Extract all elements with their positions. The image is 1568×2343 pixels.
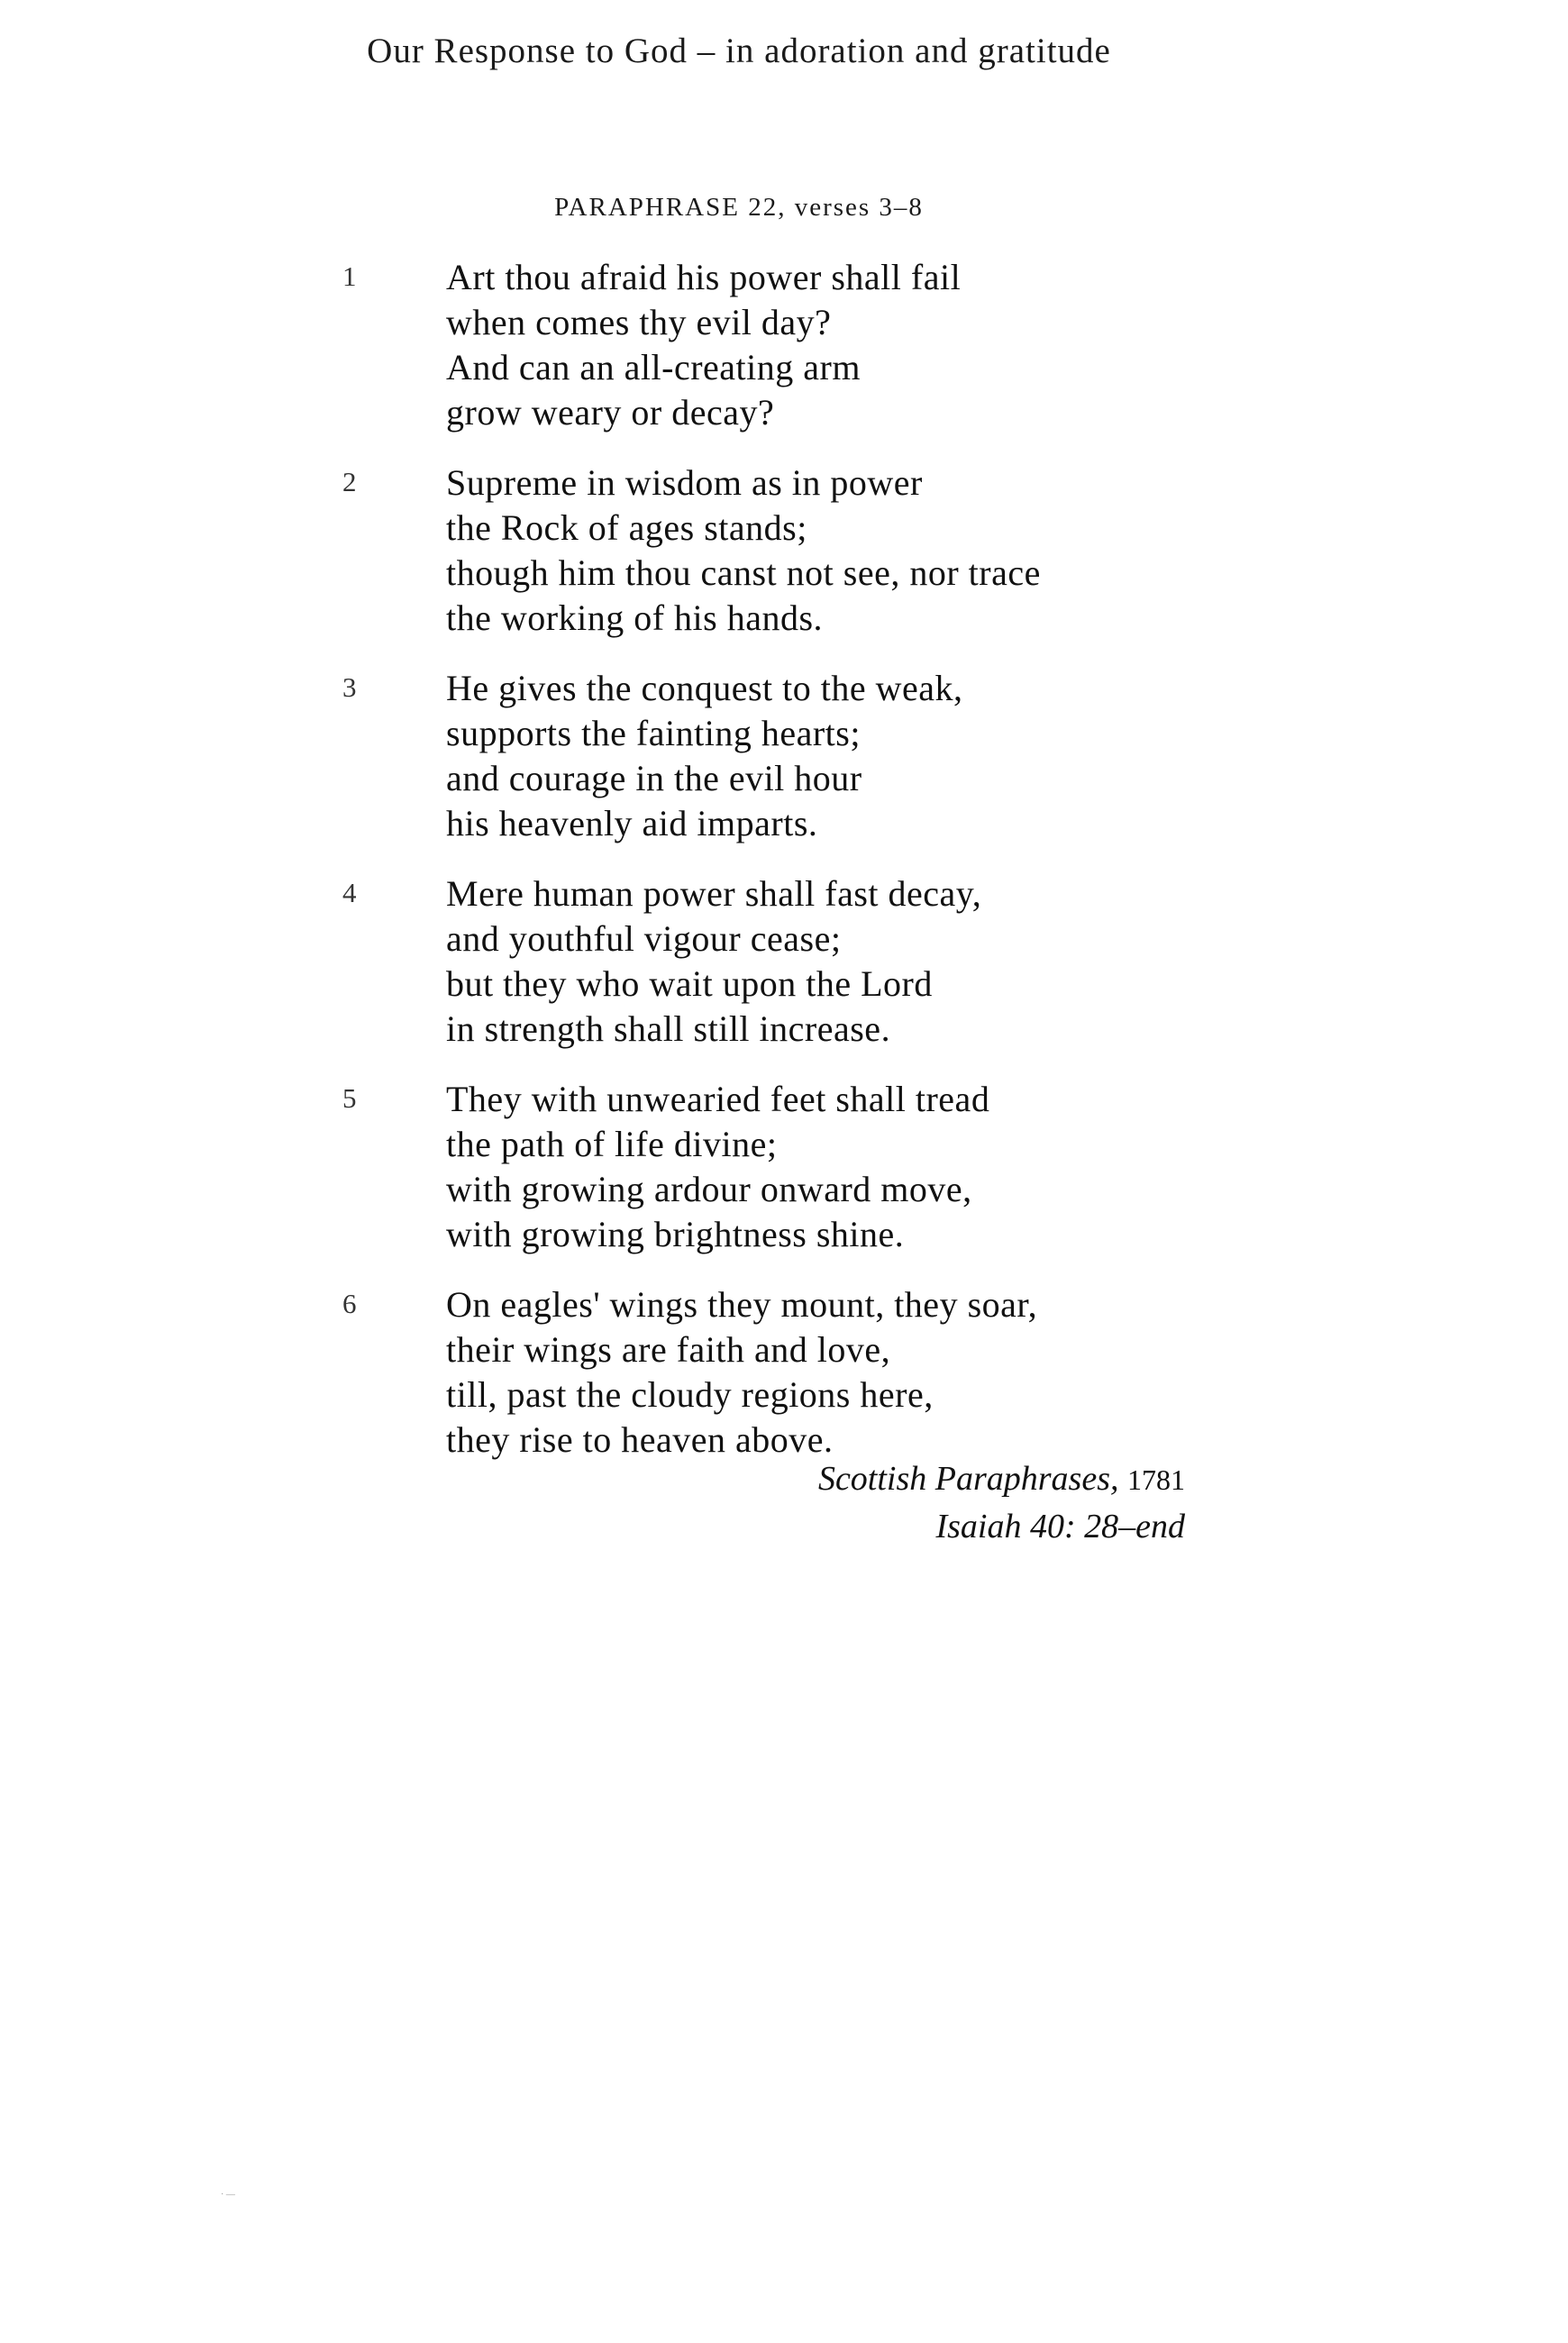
verse-line: and youthful vigour cease; [446, 918, 842, 959]
verse-2 [342, 460, 1244, 641]
verse-line: their wings are faith and love, [446, 1329, 891, 1370]
verse-line: and courage in the evil hour [446, 758, 862, 798]
verse-line: supports the fainting hearts; [446, 713, 861, 753]
attribution-source-line [818, 1455, 1185, 1503]
verse-number: 6 [342, 1288, 357, 1319]
verse-line: they rise to heaven above. [446, 1419, 834, 1460]
verse-line: though him thou canst not see, nor trace [446, 552, 1041, 593]
verse-line: On eagles' wings they mount, they soar, [446, 1284, 1038, 1325]
verse-line: in strength shall still increase. [446, 1008, 891, 1049]
verse-line: but they who wait upon the Lord [446, 963, 933, 1004]
verse-line: till, past the cloudy regions here, [446, 1374, 934, 1415]
verse-line: He gives the conquest to the weak, [446, 668, 963, 708]
verse-4 [342, 871, 1244, 1052]
verse-number: 3 [342, 671, 357, 703]
hymn-title: PARAPHRASE 22, verses 3–8 [554, 193, 924, 222]
verse-line: grow weary or decay? [446, 392, 775, 433]
attribution-scripture: Isaiah 40: 28–end [935, 1508, 1185, 1545]
verse-number: 5 [342, 1082, 357, 1114]
verse-line: Art thou afraid his power shall fail [446, 257, 962, 297]
verse-line: They with unwearied feet shall tread [446, 1079, 990, 1119]
verse-line: when comes thy evil day? [446, 302, 832, 342]
verse-number: 4 [342, 877, 357, 908]
verse-line: Supreme in wisdom as in power [446, 462, 923, 503]
verse-line: the working of his hands. [446, 597, 824, 638]
verse-line: his heavenly aid imparts. [446, 803, 818, 843]
verse-5 [342, 1077, 1244, 1257]
verse-line: with growing brightness shine. [446, 1214, 905, 1254]
page-mark: · — [221, 2190, 235, 2200]
verse-line: And can an all-creating arm [446, 347, 861, 387]
verse-line: with growing ardour onward move, [446, 1169, 972, 1209]
verse-1 [342, 255, 1244, 435]
attribution [818, 1455, 1185, 1550]
verse-list [342, 255, 1244, 1488]
verse-line: the Rock of ages stands; [446, 507, 807, 548]
running-head: Our Response to God – in adoration and gratitude [367, 32, 1111, 70]
attribution-source: Scottish Paraphrases, [817, 1460, 1119, 1498]
verse-6 [342, 1282, 1244, 1463]
verse-number: 1 [342, 260, 357, 292]
verse-line: Mere human power shall fast decay, [446, 873, 982, 914]
verse-3 [342, 666, 1244, 846]
verse-line: the path of life divine; [446, 1124, 778, 1164]
attribution-year: 1781 [1127, 1463, 1185, 1496]
verse-number: 2 [342, 466, 357, 497]
